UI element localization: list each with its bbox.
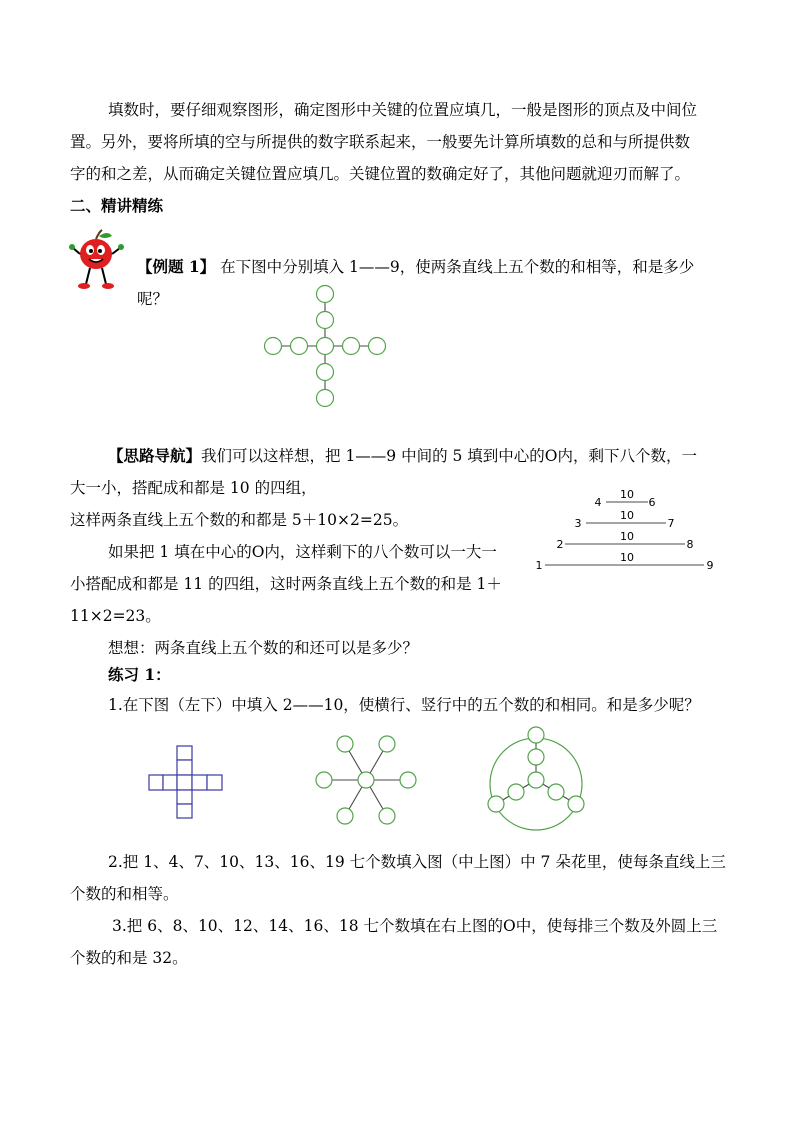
ring-circle-right [568, 796, 584, 812]
cross-circle-top-2 [317, 312, 334, 329]
example-1-label: 【例题 1】 [137, 257, 216, 276]
ring-circle-upper [528, 749, 544, 765]
pair-row-1-left: 4 [594, 496, 602, 509]
cross-circle-center [317, 338, 334, 355]
cross-circles-diagram [262, 283, 388, 409]
practice-q1: 1.在下图（左下）中填入 2——10，使横行、竖行中的五个数的和相同。和是多少呢？ [108, 696, 700, 714]
star-circle-left [316, 772, 332, 788]
star-circle-center [358, 772, 374, 788]
guide-line-2: 大一小，搭配成和都是 10 的四组， [70, 479, 317, 497]
ring-circle-center [528, 772, 544, 788]
star-circle-top-left [337, 736, 353, 752]
guide-label: 【思路导航】 [108, 446, 202, 465]
pair-row-1-right: 6 [648, 496, 656, 509]
pair-row-4-left: 1 [535, 559, 543, 572]
pair-row-1-mid: 10 [620, 488, 634, 501]
practice-q3-line-2: 个数的和是 32。 [70, 949, 188, 967]
ring-circles-diagram [486, 722, 590, 832]
guide-line-7: 想想：两条直线上五个数的和还可以是多少？ [108, 639, 419, 657]
ring-circle-mid-right [548, 784, 564, 800]
guide-line-4: 如果把 1 填在中心的O内，这样剩下的八个数可以一大一 [108, 543, 497, 561]
practice-title: 练习 1： [108, 665, 171, 684]
pair-row-3-right: 8 [686, 538, 694, 551]
star-circle-top-right [379, 736, 395, 752]
section-title: 二、精讲精练 [70, 196, 164, 215]
cross-circle-right-2 [369, 338, 386, 355]
star-circle-bottom-right [379, 808, 395, 824]
practice-q2-line-2: 个数的和相等。 [70, 885, 179, 903]
practice-q3-line-1: 3.把 6、8、10、12、14、16、18 七个数填在右上图的O中，使每排三个数及外圆上三 [112, 917, 718, 935]
example-1-line-1 [137, 252, 694, 282]
pair-row-2-mid: 10 [620, 509, 634, 522]
ring-circle-top [528, 727, 544, 743]
pair-row-4-right: 9 [706, 559, 714, 572]
guide-text: 我们可以这样想，把 1——9 中间的 5 填到中心的O内，剩下八个数，一 [201, 447, 698, 465]
cross-circle-left-1 [265, 338, 282, 355]
intro-line-3: 字的和之差，从而确定关键位置应填几。关键位置的数确定好了，其他问题就迎刃而解了。 [70, 165, 691, 183]
pair-row-2-right: 7 [667, 517, 675, 530]
cross-squares-diagram [148, 745, 224, 819]
ring-circle-mid-left [508, 784, 524, 800]
star-circle-right [400, 772, 416, 788]
pair-sum-diagram [530, 488, 720, 572]
pair-row-4-mid: 10 [620, 551, 634, 564]
star-circles-diagram [316, 735, 416, 825]
cross-circle-bottom-2 [317, 390, 334, 407]
star-circle-bottom-left [337, 808, 353, 824]
cross-circle-right-1 [343, 338, 360, 355]
guide-line-3: 这样两条直线上五个数的和都是 5＋10×2=25。 [70, 511, 409, 529]
guide-line-1 [108, 441, 697, 471]
example-1-text: 在下图中分别填入 1——9，使两条直线上五个数的和相等，和是多少 [220, 258, 695, 276]
pair-row-3-left: 2 [556, 538, 564, 551]
cross-circle-bottom-1 [317, 364, 334, 381]
intro-line-1: 填数时，要仔细观察图形，确定图形中关键的位置应填几，一般是图形的顶点及中间位 [108, 101, 698, 119]
pair-row-2-left: 3 [574, 517, 582, 530]
apple-mascot-icon [66, 230, 128, 294]
intro-line-2: 置。另外，要将所填的空与所提供的数字联系起来，一般要先计算所填数的总和与所提供数 [70, 133, 691, 151]
ring-circle-left [488, 796, 504, 812]
practice-q2-line-1: 2.把 1、4、7、10、13、16、19 七个数填入图（中上图）中 7 朵花里，使每条直线上三 [108, 853, 726, 871]
cross-circle-top-1 [317, 286, 334, 303]
cross-circle-left-2 [291, 338, 308, 355]
pair-row-3-mid: 10 [620, 530, 634, 543]
guide-line-5: 小搭配成和都是 11 的四组，这时两条直线上五个数的和是 1＋ [70, 575, 502, 593]
example-1-line-2: 呢？ [137, 290, 169, 308]
guide-line-6: 11×2=23。 [70, 607, 161, 625]
